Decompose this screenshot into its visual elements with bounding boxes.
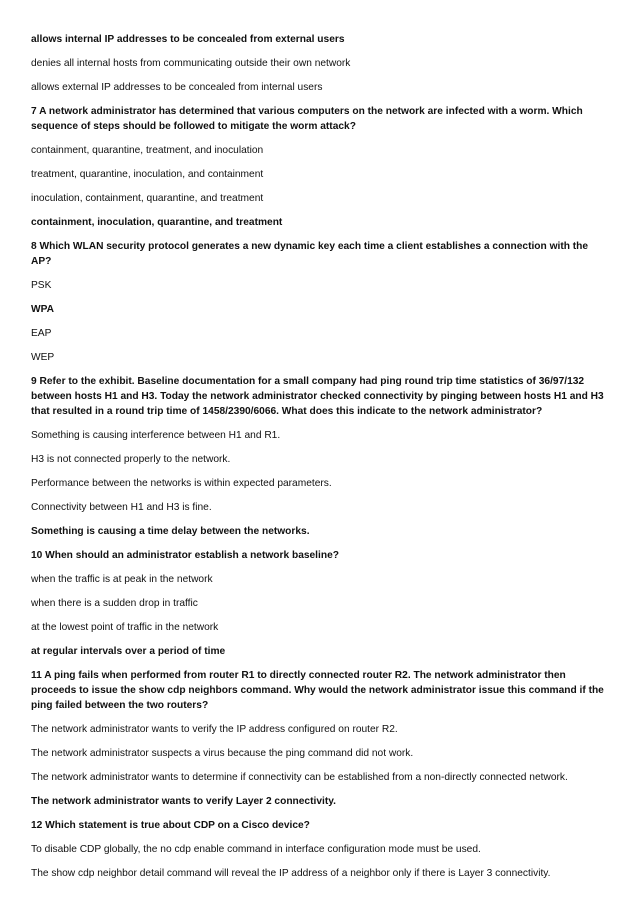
option-line: Something is causing interference between H1 and R1. xyxy=(31,430,281,441)
option-line: WEP xyxy=(31,352,55,363)
question-or-answer-line: at regular intervals over a period of time xyxy=(31,646,226,657)
option-line: inoculation, containment, quarantine, and treatment xyxy=(31,193,264,204)
option-line: when the traffic is at peak in the network xyxy=(31,574,213,585)
option-line: The network administrator suspects a virus because the ping command did not work. xyxy=(31,748,414,759)
question-or-answer-line: containment, inoculation, quarantine, and treatment xyxy=(31,217,283,228)
option-line: To disable CDP globally, the no cdp enable command in interface configuration mode must be used. xyxy=(31,844,481,855)
option-line: allows external IP addresses to be concealed from internal users xyxy=(31,82,323,93)
document-body xyxy=(31,32,609,890)
option-line: The show cdp neighbor detail command will reveal the IP address of a neighbor only if there is Layer 3 connectivity. xyxy=(31,868,551,879)
option-line: H3 is not connected properly to the network. xyxy=(31,454,231,465)
option-line: EAP xyxy=(31,328,52,339)
option-line: when there is a sudden drop in traffic xyxy=(31,598,198,609)
question-or-answer-line: 8 Which WLAN security protocol generates a new dynamic key each time a client establishes a connection with the AP? xyxy=(31,241,589,267)
question-or-answer-line: 9 Refer to the exhibit. Baseline documentation for a small company had ping round trip time statistics of 36/97/132 between hosts H1 and H3. Today the network administrator checked connectivity by pinging between hosts H1 and H3 that resulted in a round trip time of 1458/2390/6066. What does this indicate to the network administrator? xyxy=(31,376,604,417)
option-line: Connectivity between H1 and H3 is fine. xyxy=(31,502,212,513)
question-or-answer-line: allows internal IP addresses to be concealed from external users xyxy=(31,34,345,45)
option-line: denies all internal hosts from communicating outside their own network xyxy=(31,58,351,69)
option-line: containment, quarantine, treatment, and inoculation xyxy=(31,145,264,156)
option-line: The network administrator wants to determine if connectivity can be established from a non-directly connected network. xyxy=(31,772,568,783)
question-or-answer-line: The network administrator wants to verify Layer 2 connectivity. xyxy=(31,796,336,807)
question-or-answer-line: WPA xyxy=(31,304,55,315)
question-or-answer-line: 7 A network administrator has determined that various computers on the network are infected with a worm. Which sequence of steps should be followed to mitigate the worm attack? xyxy=(31,106,583,132)
option-line: The network administrator wants to verify the IP address configured on router R2. xyxy=(31,724,398,735)
question-or-answer-line: 10 When should an administrator establish a network baseline? xyxy=(31,550,339,561)
option-line: Performance between the networks is within expected parameters. xyxy=(31,478,332,489)
question-or-answer-line: 11 A ping fails when performed from router R1 to directly connected router R2. The network administrator then proceeds to issue the show cdp neighbors command. Why would the network administrator issue this command if the ping failed between the two routers? xyxy=(31,670,604,711)
question-or-answer-line: Something is causing a time delay between the networks. xyxy=(31,526,310,537)
option-line: PSK xyxy=(31,280,52,291)
option-line: treatment, quarantine, inoculation, and containment xyxy=(31,169,264,180)
option-line: at the lowest point of traffic in the network xyxy=(31,622,219,633)
question-or-answer-line: 12 Which statement is true about CDP on a Cisco device? xyxy=(31,820,310,831)
